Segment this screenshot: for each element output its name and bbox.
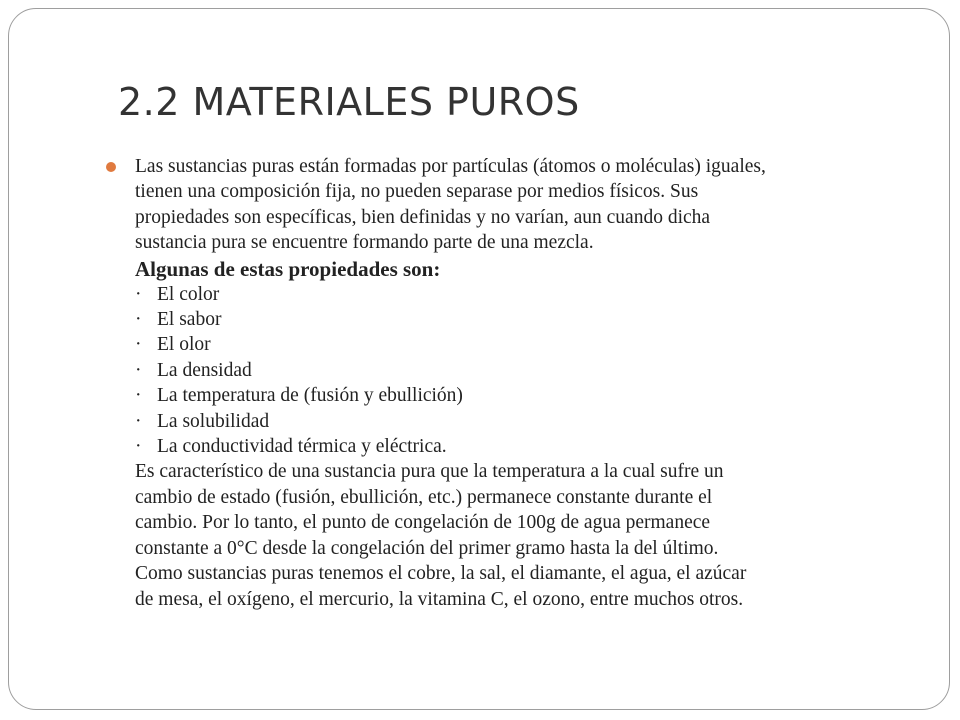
intro-paragraph — [135, 154, 935, 256]
intro-line: sustancia pura se encuentre formando parte de una mezcla. — [135, 232, 594, 254]
properties-heading: Algunas de estas propiedades son: — [135, 256, 441, 281]
intro-line: Las sustancias puras están formadas por partículas (átomos o moléculas) iguales, — [135, 156, 766, 177]
list-marker: · — [135, 436, 142, 458]
list-marker: · — [135, 359, 142, 381]
bullet-icon — [106, 162, 116, 172]
list-marker: · — [135, 309, 142, 331]
closing-line: de mesa, el oxígeno, el mercurio, la vitamina C, el ozono, entre muchos otros. — [135, 588, 744, 610]
closing-line: cambio de estado (fusión, ebullición, etc.) permanece constante durante el — [135, 486, 713, 508]
property-text: La conductividad térmica y eléctrica. — [157, 436, 447, 458]
list-marker: · — [135, 334, 142, 356]
list-marker: · — [135, 283, 142, 305]
list-marker: · — [135, 385, 142, 407]
property-text: El olor — [157, 334, 211, 356]
intro-line: tienen una composición fija, no pueden separase por medios físicos. Sus — [135, 181, 699, 203]
closing-line: constante a 0°C desde la congelación del primer gramo hasta la del último. — [135, 537, 719, 559]
closing-line: Como sustancias puras tenemos el cobre, la sal, el diamante, el agua, el azúcar — [135, 563, 747, 585]
slide-title: 2.2 MATERIALES PUROS — [118, 80, 580, 124]
property-text: El sabor — [157, 309, 222, 331]
list-marker: · — [135, 410, 142, 432]
property-text: El color — [157, 283, 220, 305]
properties-list — [135, 282, 935, 460]
intro-line: propiedades son específicas, bien definidas y no varían, aun cuando dicha — [135, 206, 711, 228]
list-item — [135, 358, 935, 383]
list-item — [135, 282, 935, 307]
property-text: La densidad — [157, 359, 252, 381]
list-item — [135, 307, 935, 332]
list-item — [135, 332, 935, 357]
list-item — [135, 409, 935, 434]
property-text: La solubilidad — [157, 410, 270, 432]
closing-line: cambio. Por lo tanto, el punto de congelación de 100g de agua permanece — [135, 512, 711, 534]
closing-paragraph — [135, 459, 935, 611]
list-item — [135, 383, 935, 408]
list-item — [135, 434, 935, 459]
property-text: La temperatura de (fusión y ebullición) — [157, 385, 463, 407]
closing-line: Es característico de una sustancia pura que la temperatura a la cual sufre un — [135, 461, 724, 483]
slide-body — [135, 154, 935, 612]
